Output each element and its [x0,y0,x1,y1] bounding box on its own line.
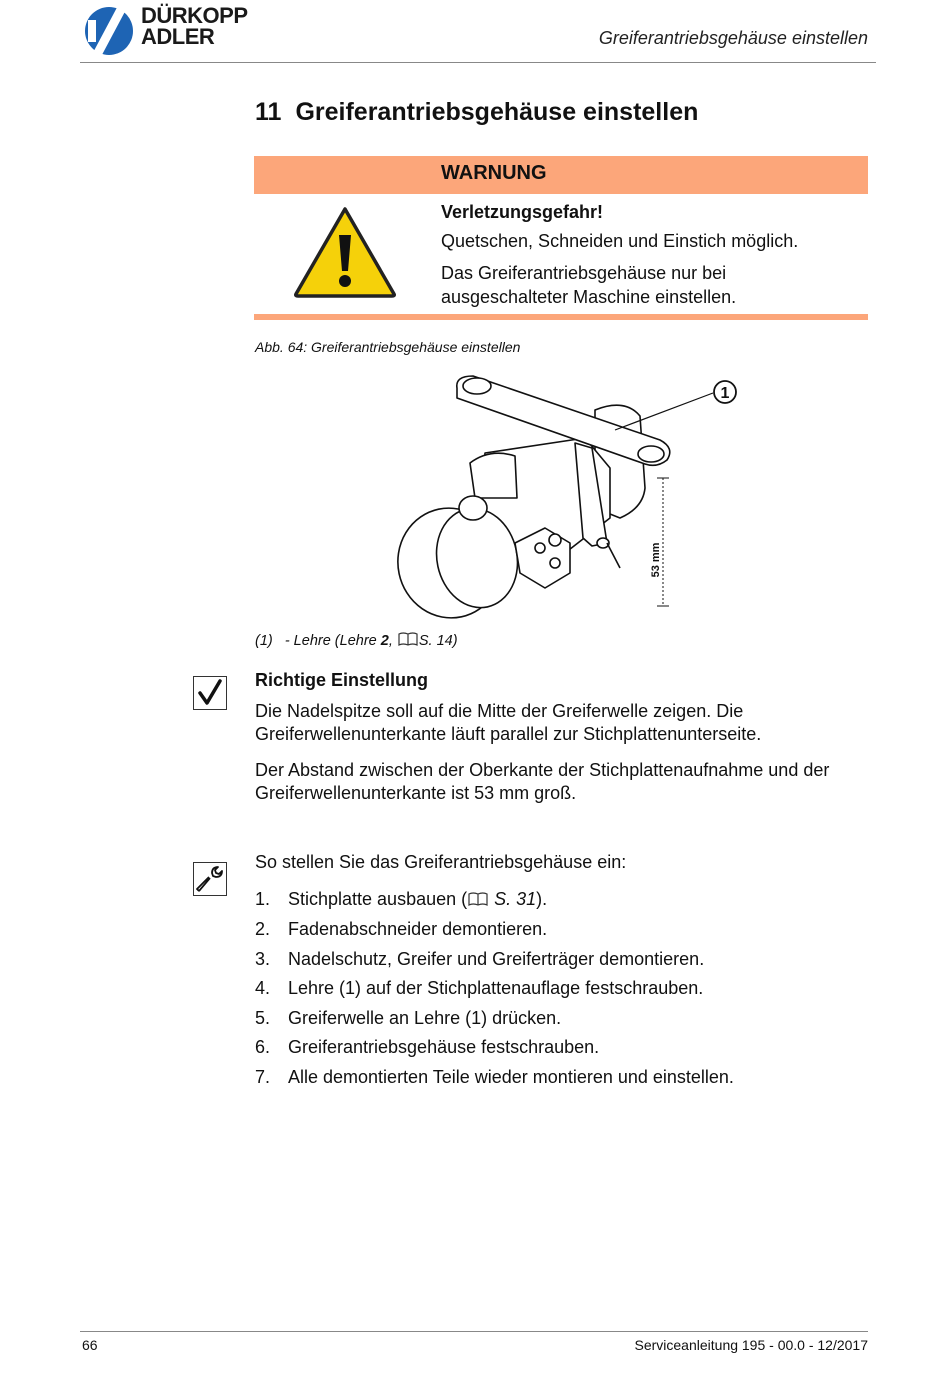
step-number: 6. [255,1037,271,1057]
step-text: Stichplatte ausbauen ( [288,889,468,909]
procedure-step [255,978,703,999]
warning-line-1: Quetschen, Schneiden und Einstich möglich. [441,231,799,251]
figure-legend [255,632,458,649]
book-reference-icon [468,892,488,906]
footer-divider [80,1331,868,1332]
step-text: Fadenabschneider demontieren. [288,919,548,939]
chapter-heading [255,98,698,127]
procedure-step [255,919,547,940]
step-number: 2. [255,919,271,939]
dimension-label: 53 mm [650,542,662,578]
step-number: 4. [255,978,271,998]
warning-label: WARNUNG [441,162,547,184]
legend-bold: 2 [380,633,389,649]
callout-number: 1 [720,385,730,402]
page-number: 66 [82,1337,98,1353]
footer-title: Serviceanleitung 195 - 00.0 - 12/2017 [634,1337,868,1353]
warning-header-bar [254,156,868,194]
step-number: 7. [255,1067,271,1087]
brand-line-2: ADLER [141,24,215,49]
running-header-title: Greiferantriebsgehäuse einstellen [598,28,868,48]
legend-text: - Lehre (Lehre [284,633,381,649]
procedure-step [255,949,704,970]
step-text: Nadelschutz, Greifer und Greiferträger demontieren. [288,949,705,969]
step-text: Greiferwelle an Lehre (1) drücken. [288,1008,562,1028]
step-text: Greiferantriebsgehäuse festschrauben. [288,1037,600,1057]
step-reference: S. 31 [494,889,537,909]
legend-separator: , [388,633,393,649]
section-title-correct-setting: Richtige Einstellung [255,670,429,690]
correct-setting-paragraph-1: Die Nadelspitze soll auf die Mitte der Greiferwelle zeigen. Die Greiferwellenunterkante läuft parallel zur Stichplattenunterseite. [255,701,762,744]
book-reference-icon [398,632,418,646]
warning-triangle-icon [292,205,398,299]
hook-drive-housing-illustration [395,368,745,624]
legend-reference: S. 14) [418,633,458,649]
procedure-step-1 [255,889,547,910]
step-number: 3. [255,949,271,969]
step-text: Alle demontierten Teile wieder montieren und einstellen. [288,1067,734,1087]
procedure-step [255,1067,734,1088]
procedure-step [255,1008,561,1029]
step-text-end: ). [536,889,548,909]
chapter-title: Greiferantriebsgehäuse einstellen [295,98,699,126]
correct-setting-paragraph-2: Der Abstand zwischen der Oberkante der Stichplattenaufnahme und der Greiferwellenunterkante ist 53 mm groß. [255,760,830,803]
wrench-icon [193,862,227,896]
checkmark-icon [193,676,227,710]
warning-title: Verletzungsgefahr! [441,202,604,222]
header-divider [80,62,876,63]
legend-number: (1) [255,633,273,649]
figure-caption: Abb. 64: Greiferantriebsgehäuse einstellen [255,339,521,355]
warning-line-3: ausgeschalteter Maschine einstellen. [441,287,737,307]
chapter-number: 11 [255,98,282,126]
step-number: 5. [255,1008,271,1028]
brand-name [141,3,248,49]
warning-line-2: Das Greiferantriebsgehäuse nur bei [441,263,727,283]
brand-line-1: DÜRKOPP [141,3,248,28]
procedure-intro: So stellen Sie das Greiferantriebsgehäuse ein: [255,852,627,872]
step-number: 1. [255,889,271,909]
warning-bottom-bar [254,314,868,320]
procedure-step [255,1037,599,1058]
step-text: Lehre (1) auf der Stichplattenauflage festschrauben. [288,978,704,998]
